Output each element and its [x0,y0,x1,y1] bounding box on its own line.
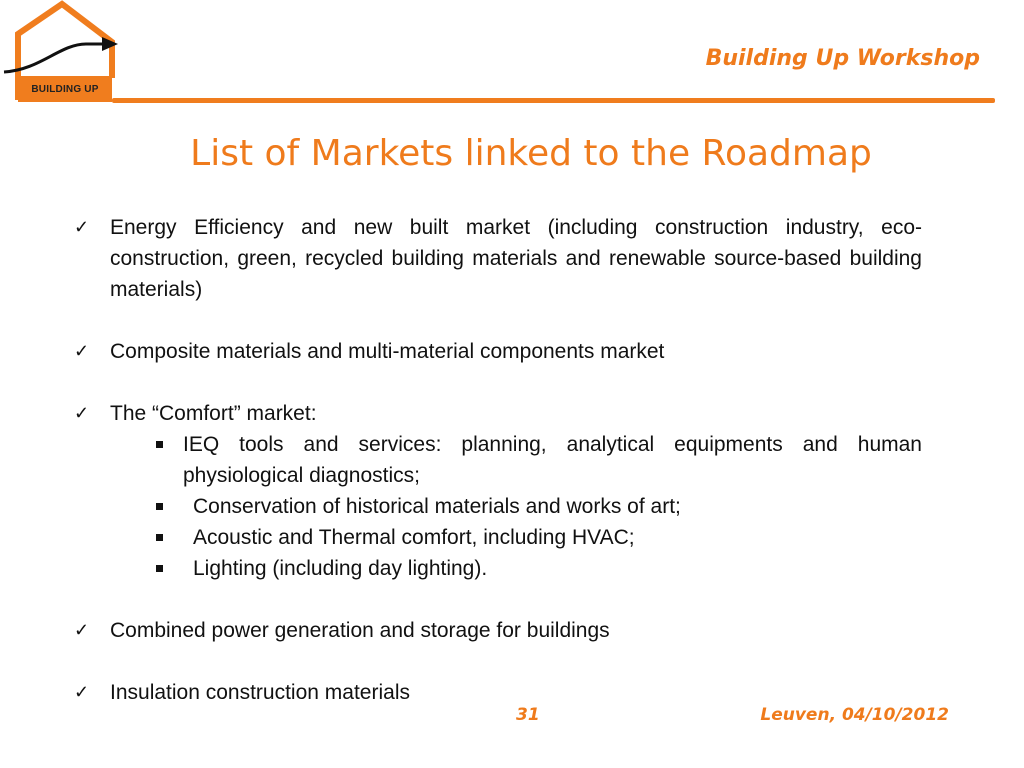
square-bullet-icon [156,534,163,541]
logo-text: BUILDING UP [31,83,99,95]
sub-list-item-text: Conservation of historical materials and works of art; [193,495,681,518]
slide-title: List of Markets linked to the Roadmap [190,133,872,174]
sub-list-item [150,553,922,584]
list-item-text: Energy Efficiency and new built market (including construction industry, eco-construction, green, recycled building materials and renewable source-based building materials) [110,216,922,301]
sub-list-item [150,491,922,522]
check-icon: ✓ [74,403,90,423]
list-item-text: Composite materials and multi-material components market [110,340,665,363]
header-divider [112,98,995,103]
building-up-logo [0,0,130,108]
list-item-text: The “Comfort” market: [110,402,317,425]
slide-content [70,212,922,708]
sub-list-item-text: Lighting (including day lighting). [193,557,488,580]
square-bullet-icon [156,441,163,448]
square-bullet-icon [156,503,163,510]
check-icon: ✓ [74,217,90,237]
page-number: 31 [516,705,540,725]
sub-list-item-text: Acoustic and Thermal comfort, including HVAC; [193,526,635,549]
workshop-title: Building Up Workshop [705,46,980,71]
sub-list-item [150,429,922,491]
list-item [70,212,922,305]
sub-list-item-text: IEQ tools and services: planning, analytical equipments and human physiological diagnostics; [183,433,922,487]
list-item [70,336,922,367]
check-icon: ✓ [74,341,90,361]
list-item-text: Insulation construction materials [110,681,410,704]
check-icon: ✓ [74,682,90,702]
check-icon: ✓ [74,620,90,640]
list-item [70,615,922,646]
list-item [70,398,922,429]
comfort-sub-list [150,429,922,584]
footer-location-date: Leuven, 04/10/2012 [760,705,949,725]
list-item [70,677,922,708]
sub-list-item [150,522,922,553]
list-item-text: Combined power generation and storage for buildings [110,619,610,642]
square-bullet-icon [156,565,163,572]
